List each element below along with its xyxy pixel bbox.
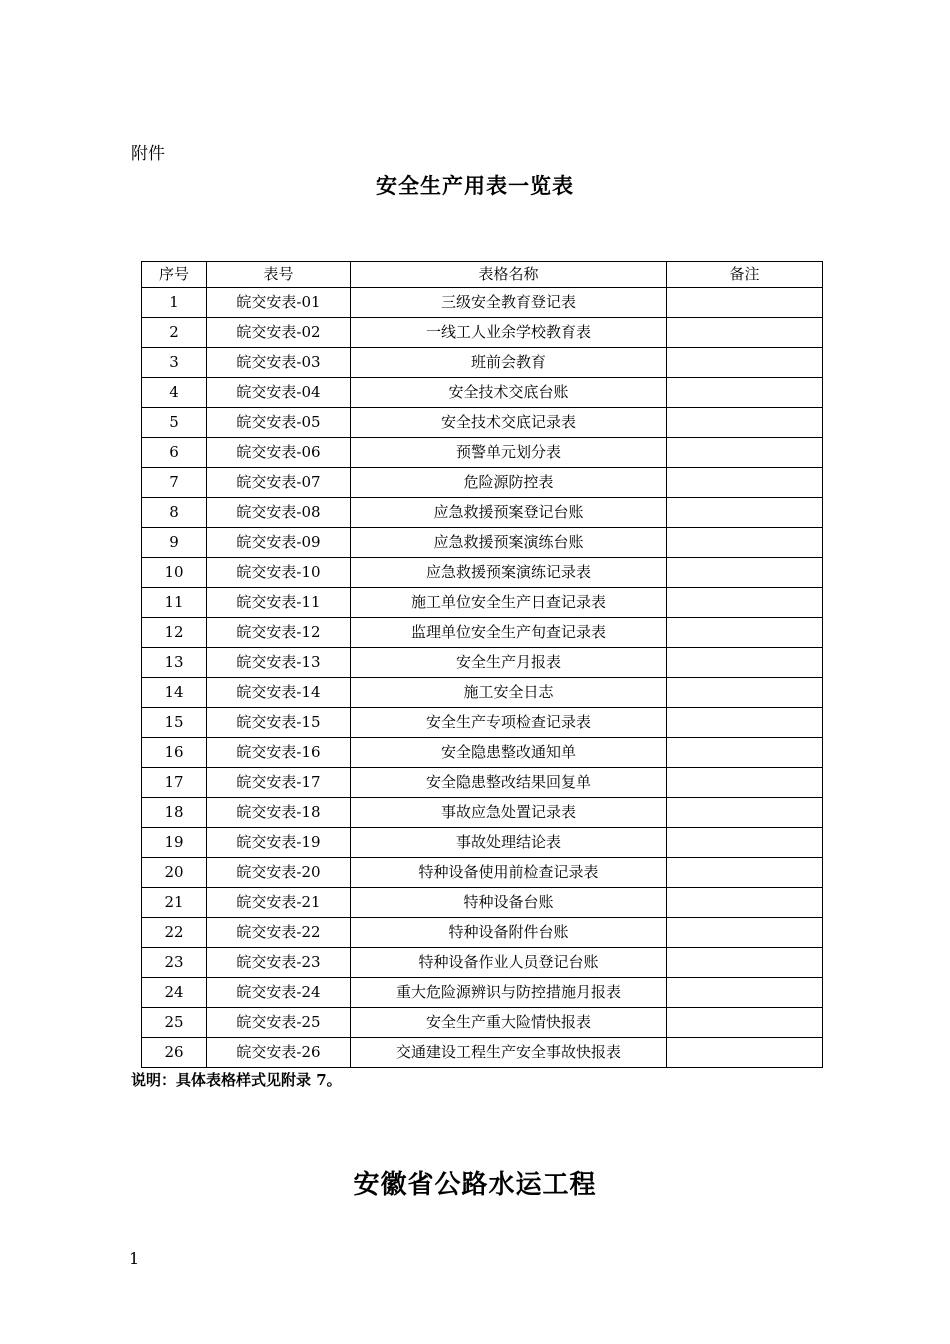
table-row bbox=[142, 618, 823, 648]
cell-note bbox=[667, 498, 823, 528]
cell-name: 预警单元划分表 bbox=[351, 438, 667, 468]
cell-code: 皖交安表-20 bbox=[207, 858, 351, 888]
table-row bbox=[142, 768, 823, 798]
table-row bbox=[142, 318, 823, 348]
cell-code: 皖交安表-21 bbox=[207, 888, 351, 918]
cell-code: 皖交安表-25 bbox=[207, 1008, 351, 1038]
cell-name: 应急救援预案登记台账 bbox=[351, 498, 667, 528]
cell-seq: 16 bbox=[142, 738, 207, 768]
cell-note bbox=[667, 588, 823, 618]
table-row bbox=[142, 288, 823, 318]
cell-seq: 8 bbox=[142, 498, 207, 528]
cell-note bbox=[667, 978, 823, 1008]
cell-seq: 14 bbox=[142, 678, 207, 708]
cell-name: 特种设备使用前检查记录表 bbox=[351, 858, 667, 888]
page-number: 1 bbox=[129, 1249, 140, 1268]
table-row bbox=[142, 978, 823, 1008]
table-row bbox=[142, 888, 823, 918]
table-row bbox=[142, 708, 823, 738]
cell-name: 应急救援预案演练记录表 bbox=[351, 558, 667, 588]
cell-note bbox=[667, 558, 823, 588]
cell-note bbox=[667, 858, 823, 888]
cell-name: 安全生产月报表 bbox=[351, 648, 667, 678]
cell-name: 安全生产重大险情快报表 bbox=[351, 1008, 667, 1038]
table-row bbox=[142, 858, 823, 888]
cell-code: 皖交安表-23 bbox=[207, 948, 351, 978]
cell-seq: 25 bbox=[142, 1008, 207, 1038]
table-row bbox=[142, 468, 823, 498]
cell-seq: 12 bbox=[142, 618, 207, 648]
cell-seq: 24 bbox=[142, 978, 207, 1008]
table-row bbox=[142, 738, 823, 768]
cell-name: 安全隐患整改通知单 bbox=[351, 738, 667, 768]
column-header-note: 备注 bbox=[667, 262, 823, 288]
table-row bbox=[142, 678, 823, 708]
cell-seq: 20 bbox=[142, 858, 207, 888]
table-row bbox=[142, 948, 823, 978]
cell-seq: 1 bbox=[142, 288, 207, 318]
cell-name: 交通建设工程生产安全事故快报表 bbox=[351, 1038, 667, 1068]
cell-note bbox=[667, 768, 823, 798]
cell-note bbox=[667, 678, 823, 708]
cell-code: 皖交安表-15 bbox=[207, 708, 351, 738]
cell-code: 皖交安表-14 bbox=[207, 678, 351, 708]
table-row bbox=[142, 648, 823, 678]
cell-seq: 15 bbox=[142, 708, 207, 738]
cell-note bbox=[667, 648, 823, 678]
cell-note bbox=[667, 348, 823, 378]
cell-note bbox=[667, 738, 823, 768]
cell-note bbox=[667, 438, 823, 468]
cell-name: 重大危险源辨识与防控措施月报表 bbox=[351, 978, 667, 1008]
cell-seq: 19 bbox=[142, 828, 207, 858]
cell-code: 皖交安表-10 bbox=[207, 558, 351, 588]
cell-note bbox=[667, 918, 823, 948]
cell-seq: 3 bbox=[142, 348, 207, 378]
cell-name: 施工安全日志 bbox=[351, 678, 667, 708]
table-row bbox=[142, 348, 823, 378]
cell-seq: 21 bbox=[142, 888, 207, 918]
cell-code: 皖交安表-08 bbox=[207, 498, 351, 528]
cell-name: 安全技术交底台账 bbox=[351, 378, 667, 408]
safety-forms-table bbox=[141, 261, 823, 1068]
cell-name: 监理单位安全生产旬查记录表 bbox=[351, 618, 667, 648]
cell-note bbox=[667, 378, 823, 408]
cell-name: 特种设备台账 bbox=[351, 888, 667, 918]
table-row bbox=[142, 588, 823, 618]
cell-code: 皖交安表-09 bbox=[207, 528, 351, 558]
cell-code: 皖交安表-18 bbox=[207, 798, 351, 828]
cell-code: 皖交安表-03 bbox=[207, 348, 351, 378]
cell-note bbox=[667, 408, 823, 438]
cell-name: 应急救援预案演练台账 bbox=[351, 528, 667, 558]
table-row bbox=[142, 798, 823, 828]
column-header-seq: 序号 bbox=[142, 262, 207, 288]
cell-name: 特种设备作业人员登记台账 bbox=[351, 948, 667, 978]
cell-code: 皖交安表-06 bbox=[207, 438, 351, 468]
cell-seq: 17 bbox=[142, 768, 207, 798]
cell-code: 皖交安表-12 bbox=[207, 618, 351, 648]
cell-note bbox=[667, 528, 823, 558]
cell-seq: 18 bbox=[142, 798, 207, 828]
cell-name: 一线工人业余学校教育表 bbox=[351, 318, 667, 348]
table-row bbox=[142, 1008, 823, 1038]
column-header-name: 表格名称 bbox=[351, 262, 667, 288]
cell-seq: 22 bbox=[142, 918, 207, 948]
column-header-code: 表号 bbox=[207, 262, 351, 288]
table-row bbox=[142, 1038, 823, 1068]
table-row bbox=[142, 438, 823, 468]
cell-name: 危险源防控表 bbox=[351, 468, 667, 498]
cell-seq: 23 bbox=[142, 948, 207, 978]
cell-seq: 4 bbox=[142, 378, 207, 408]
page-title: 安全生产用表一览表 bbox=[376, 173, 574, 198]
cell-code: 皖交安表-11 bbox=[207, 588, 351, 618]
cell-code: 皖交安表-05 bbox=[207, 408, 351, 438]
table-row bbox=[142, 558, 823, 588]
table-row bbox=[142, 408, 823, 438]
cell-note bbox=[667, 888, 823, 918]
attachment-label: 附件 bbox=[131, 144, 165, 164]
note-text: 说明：具体表格样式见附录 7。 bbox=[131, 1071, 342, 1089]
cell-note bbox=[667, 618, 823, 648]
cell-seq: 2 bbox=[142, 318, 207, 348]
cell-seq: 5 bbox=[142, 408, 207, 438]
cell-note bbox=[667, 798, 823, 828]
cell-note bbox=[667, 318, 823, 348]
cell-note bbox=[667, 1008, 823, 1038]
cell-code: 皖交安表-01 bbox=[207, 288, 351, 318]
cell-name: 三级安全教育登记表 bbox=[351, 288, 667, 318]
cell-name: 事故处理结论表 bbox=[351, 828, 667, 858]
cell-note bbox=[667, 468, 823, 498]
cell-note bbox=[667, 948, 823, 978]
cell-name: 安全隐患整改结果回复单 bbox=[351, 768, 667, 798]
cell-seq: 26 bbox=[142, 1038, 207, 1068]
cell-code: 皖交安表-17 bbox=[207, 768, 351, 798]
table-row bbox=[142, 828, 823, 858]
cell-code: 皖交安表-22 bbox=[207, 918, 351, 948]
cell-seq: 7 bbox=[142, 468, 207, 498]
cell-seq: 10 bbox=[142, 558, 207, 588]
cell-code: 皖交安表-04 bbox=[207, 378, 351, 408]
cell-code: 皖交安表-07 bbox=[207, 468, 351, 498]
cell-seq: 13 bbox=[142, 648, 207, 678]
cell-code: 皖交安表-24 bbox=[207, 978, 351, 1008]
cell-seq: 6 bbox=[142, 438, 207, 468]
table-header-row bbox=[142, 262, 823, 288]
table-row bbox=[142, 498, 823, 528]
cell-name: 班前会教育 bbox=[351, 348, 667, 378]
cell-name: 安全生产专项检查记录表 bbox=[351, 708, 667, 738]
table-body bbox=[142, 288, 823, 1068]
table-row bbox=[142, 528, 823, 558]
cell-name: 事故应急处置记录表 bbox=[351, 798, 667, 828]
cell-code: 皖交安表-02 bbox=[207, 318, 351, 348]
cell-seq: 11 bbox=[142, 588, 207, 618]
table-row bbox=[142, 378, 823, 408]
cell-note bbox=[667, 828, 823, 858]
section-heading: 安徽省公路水运工程 bbox=[353, 1170, 597, 1200]
table-row bbox=[142, 918, 823, 948]
cell-name: 特种设备附件台账 bbox=[351, 918, 667, 948]
cell-seq: 9 bbox=[142, 528, 207, 558]
cell-code: 皖交安表-13 bbox=[207, 648, 351, 678]
cell-code: 皖交安表-26 bbox=[207, 1038, 351, 1068]
cell-name: 施工单位安全生产日查记录表 bbox=[351, 588, 667, 618]
cell-note bbox=[667, 288, 823, 318]
cell-note bbox=[667, 708, 823, 738]
cell-code: 皖交安表-19 bbox=[207, 828, 351, 858]
cell-code: 皖交安表-16 bbox=[207, 738, 351, 768]
cell-name: 安全技术交底记录表 bbox=[351, 408, 667, 438]
cell-note bbox=[667, 1038, 823, 1068]
